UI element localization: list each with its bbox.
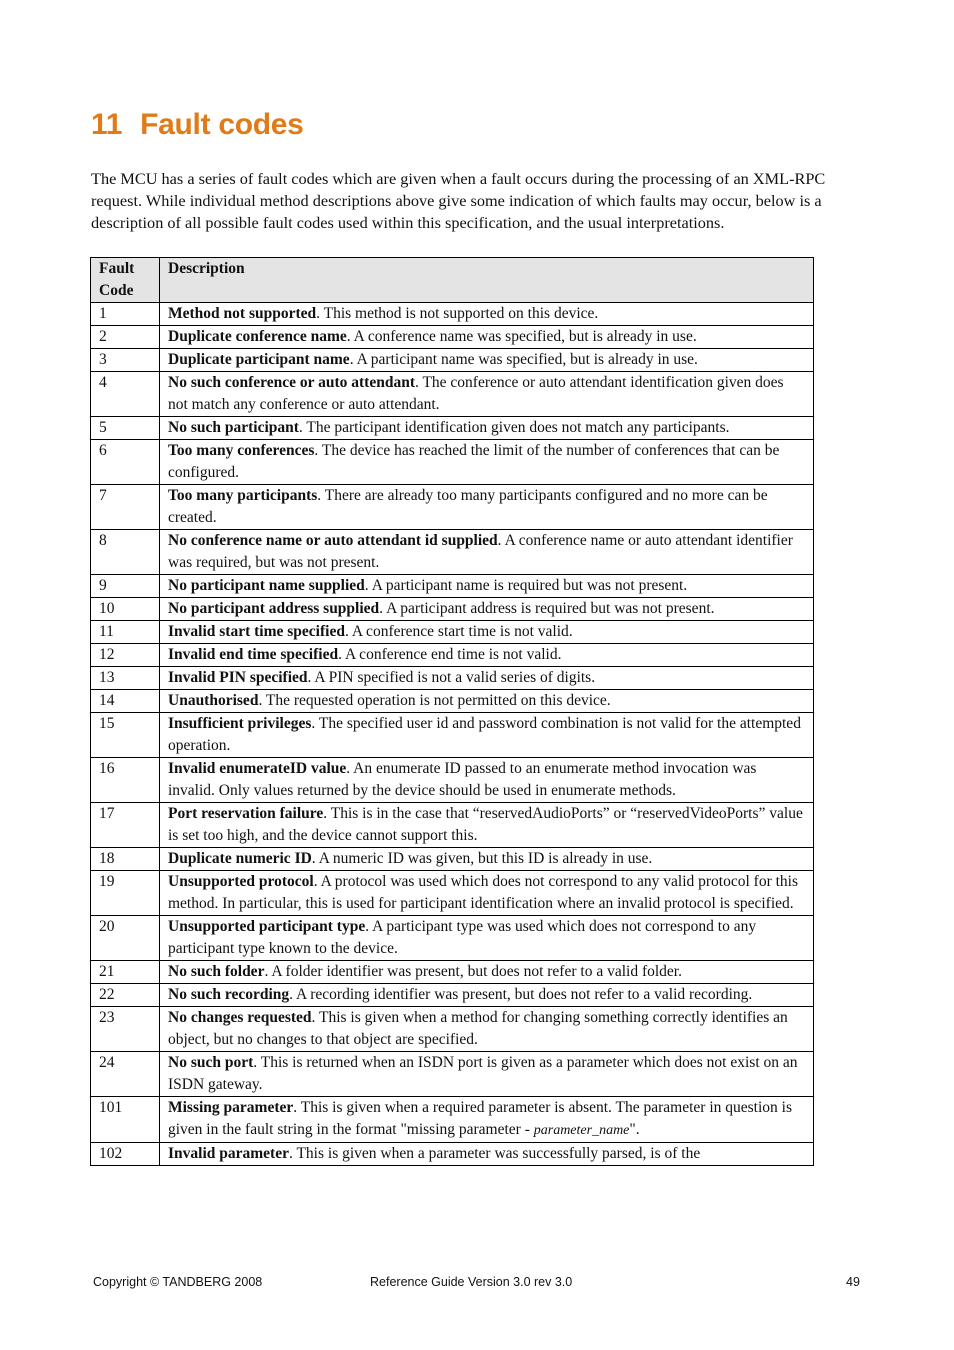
table-row (91, 758, 814, 803)
fault-text: . An enumerate ID passed to an enumerate method invocation was invalid. Only values returned by the device should be used in enumerate methods. (168, 760, 757, 799)
fault-text: . A conference start time is not valid. (344, 623, 573, 640)
fault-code-cell: 13 (91, 667, 160, 690)
fault-text: . The requested operation is not permitted on this device. (258, 692, 611, 709)
fault-title: No participant name supplied (168, 577, 365, 594)
table-row (91, 1097, 814, 1143)
fault-text: . This is returned when an ISDN port is given as a parameter which does not exist on an ISDN gateway. (168, 1054, 798, 1093)
table-row (91, 1007, 814, 1052)
fault-code-cell: 12 (91, 644, 160, 667)
fault-text: . This is in the case that “reservedAudioPorts” or “reservedVideoPorts” value is set too high, and the device cannot support this. (168, 805, 803, 844)
table-row (91, 690, 814, 713)
fault-code-cell: 6 (91, 440, 160, 485)
fault-description-cell (160, 1007, 814, 1052)
fault-code-cell: 22 (91, 984, 160, 1007)
fault-title: Duplicate conference name (168, 328, 347, 345)
fault-description-cell (160, 621, 814, 644)
fault-description-cell (160, 1143, 814, 1166)
fault-title: Unsupported participant type (168, 918, 366, 935)
table-row (91, 303, 814, 326)
table-row (91, 667, 814, 690)
fault-code-cell: 23 (91, 1007, 160, 1052)
fault-title: Invalid parameter (168, 1145, 289, 1162)
fault-title: Port reservation failure (168, 805, 324, 822)
fault-description-cell (160, 303, 814, 326)
page-heading (91, 108, 304, 142)
fault-description-cell (160, 984, 814, 1007)
header-fault-code: Fault Code (91, 258, 160, 303)
fault-text: . This is given when a parameter was successfully parsed, is of the (288, 1145, 701, 1162)
table-header-row (91, 258, 814, 303)
fault-description-cell (160, 871, 814, 916)
fault-description-cell (160, 326, 814, 349)
fault-description-cell (160, 1052, 814, 1097)
fault-description-cell (160, 713, 814, 758)
table-row (91, 326, 814, 349)
fault-code-cell: 17 (91, 803, 160, 848)
fault-description-cell (160, 667, 814, 690)
fault-text: . A participant address is required but was not present. (379, 600, 715, 617)
fault-code-cell: 15 (91, 713, 160, 758)
fault-description-cell (160, 961, 814, 984)
fault-code-cell: 16 (91, 758, 160, 803)
fault-code-cell: 9 (91, 575, 160, 598)
fault-description-cell (160, 575, 814, 598)
table-row (91, 961, 814, 984)
table-row (91, 848, 814, 871)
footer-page-number: 49 (846, 1275, 860, 1289)
table-row (91, 417, 814, 440)
fault-description-cell (160, 598, 814, 621)
table-row (91, 349, 814, 372)
table-row (91, 1052, 814, 1097)
fault-code-cell: 4 (91, 372, 160, 417)
fault-text: . A conference name or auto attendant identifier was required, but was not present. (168, 532, 793, 571)
fault-text: . A participant type was used which does not correspond to any participant type known to the device. (168, 918, 757, 957)
fault-description-cell (160, 848, 814, 871)
fault-title: Invalid end time specified (168, 646, 339, 663)
fault-code-cell: 3 (91, 349, 160, 372)
table-row (91, 713, 814, 758)
fault-code-cell: 5 (91, 417, 160, 440)
fault-title: Too many conferences (168, 442, 315, 459)
table-row (91, 916, 814, 961)
fault-description-cell (160, 530, 814, 575)
fault-text: . A participant name is required but was not present. (364, 577, 688, 594)
footer-version: Reference Guide Version 3.0 rev 3.0 (370, 1275, 573, 1289)
fault-description-cell (160, 440, 814, 485)
table-row (91, 644, 814, 667)
fault-title: No such folder (168, 963, 265, 980)
fault-title: No participant address supplied (168, 600, 380, 617)
fault-title: Too many participants (168, 487, 318, 504)
fault-text: . A conference name was specified, but is already in use. (346, 328, 697, 345)
fault-title: No such participant (168, 419, 299, 436)
fault-description-cell (160, 1097, 814, 1143)
table-row (91, 530, 814, 575)
fault-title: Method not supported (168, 305, 317, 322)
footer-copyright: Copyright © TANDBERG 2008 (93, 1275, 263, 1289)
fault-text: . A folder identifier was present, but does not refer to a valid folder. (264, 963, 682, 980)
fault-description-cell (160, 349, 814, 372)
fault-title: Missing parameter (168, 1099, 294, 1116)
table-row (91, 372, 814, 417)
fault-text: . There are already too many participants configured and no more can be created. (168, 487, 768, 526)
fault-title: No changes requested (168, 1009, 312, 1026)
fault-title: Duplicate numeric ID (168, 850, 312, 867)
fault-text: . This method is not supported on this device. (316, 305, 599, 322)
fault-description-cell (160, 803, 814, 848)
fault-text: . The participant identification given does not match any participants. (298, 419, 730, 436)
fault-code-cell: 24 (91, 1052, 160, 1097)
fault-text: . The conference or auto attendant identification given does not match any conference or auto attendant. (168, 374, 784, 413)
fault-text: . A PIN specified is not a valid series of digits. (307, 669, 596, 686)
fault-code-cell: 11 (91, 621, 160, 644)
table-row (91, 621, 814, 644)
fault-code-cell: 8 (91, 530, 160, 575)
fault-text-after: ". (629, 1121, 640, 1138)
fault-text: . This is given when a required parameter is absent. The parameter in question is given in the fault string in the format "missing parameter - (168, 1099, 792, 1138)
fault-code-cell: 2 (91, 326, 160, 349)
fault-code-cell: 14 (91, 690, 160, 713)
fault-text: . This is given when a method for changing something correctly identifies an object, but no changes to that object are specified. (168, 1009, 788, 1048)
fault-text: . A participant name was specified, but is already in use. (349, 351, 698, 368)
table-row (91, 440, 814, 485)
fault-code-cell: 21 (91, 961, 160, 984)
table-row (91, 598, 814, 621)
fault-title: No such recording (168, 986, 290, 1003)
fault-code-cell: 1 (91, 303, 160, 326)
table-row (91, 871, 814, 916)
fault-text: . A conference end time is not valid. (338, 646, 562, 663)
fault-code-cell: 18 (91, 848, 160, 871)
fault-table-body (91, 303, 814, 1166)
fault-text: . A protocol was used which does not correspond to any valid protocol for this method. In particular, this is used for participant identification where an invalid protocol is specified. (168, 873, 798, 912)
section-number: 11 (91, 108, 123, 141)
fault-code-cell: 102 (91, 1143, 160, 1166)
fault-code-cell: 20 (91, 916, 160, 961)
fault-description-cell (160, 690, 814, 713)
fault-text: . A recording identifier was present, but does not refer to a valid recording. (289, 986, 753, 1003)
fault-title: Insufficient privileges (168, 715, 312, 732)
fault-title: Invalid enumerateID value (168, 760, 347, 777)
fault-description-cell (160, 916, 814, 961)
fault-code-cell: 7 (91, 485, 160, 530)
fault-param-name: parameter_name (533, 1123, 630, 1138)
fault-title: Invalid PIN specified (168, 669, 308, 686)
section-title: Fault codes (140, 108, 304, 141)
fault-description-cell (160, 644, 814, 667)
table-row (91, 803, 814, 848)
table-row (91, 575, 814, 598)
fault-title: No such conference or auto attendant (168, 374, 415, 391)
fault-title: Unauthorised (168, 692, 259, 709)
table-row (91, 984, 814, 1007)
fault-description-cell (160, 372, 814, 417)
fault-title: Invalid start time specified (168, 623, 345, 640)
table-row (91, 485, 814, 530)
fault-title: Duplicate participant name (168, 351, 350, 368)
fault-text: . The specified user id and password combination is not valid for the attempted operation. (168, 715, 801, 754)
fault-codes-table (90, 257, 814, 1166)
fault-title: No such port (168, 1054, 254, 1071)
fault-code-cell: 10 (91, 598, 160, 621)
fault-text: . The device has reached the limit of the number of conferences that can be configured. (168, 442, 780, 481)
fault-description-cell (160, 417, 814, 440)
fault-text: . A numeric ID was given, but this ID is already in use. (311, 850, 653, 867)
fault-code-cell: 101 (91, 1097, 160, 1143)
fault-title: Unsupported protocol (168, 873, 314, 890)
table-row (91, 1143, 814, 1166)
fault-code-cell: 19 (91, 871, 160, 916)
header-description: Description (160, 258, 814, 303)
intro-paragraph: The MCU has a series of fault codes which are given when a fault occurs during the processing of an XML-RPC request. While individual method descriptions above give some indication of which faults may occur, below is a description of all possible fault codes used within this specification, and the usual interpretations. (91, 169, 826, 232)
fault-description-cell (160, 485, 814, 530)
fault-title: No conference name or auto attendant id supplied (168, 532, 498, 549)
fault-description-cell (160, 758, 814, 803)
